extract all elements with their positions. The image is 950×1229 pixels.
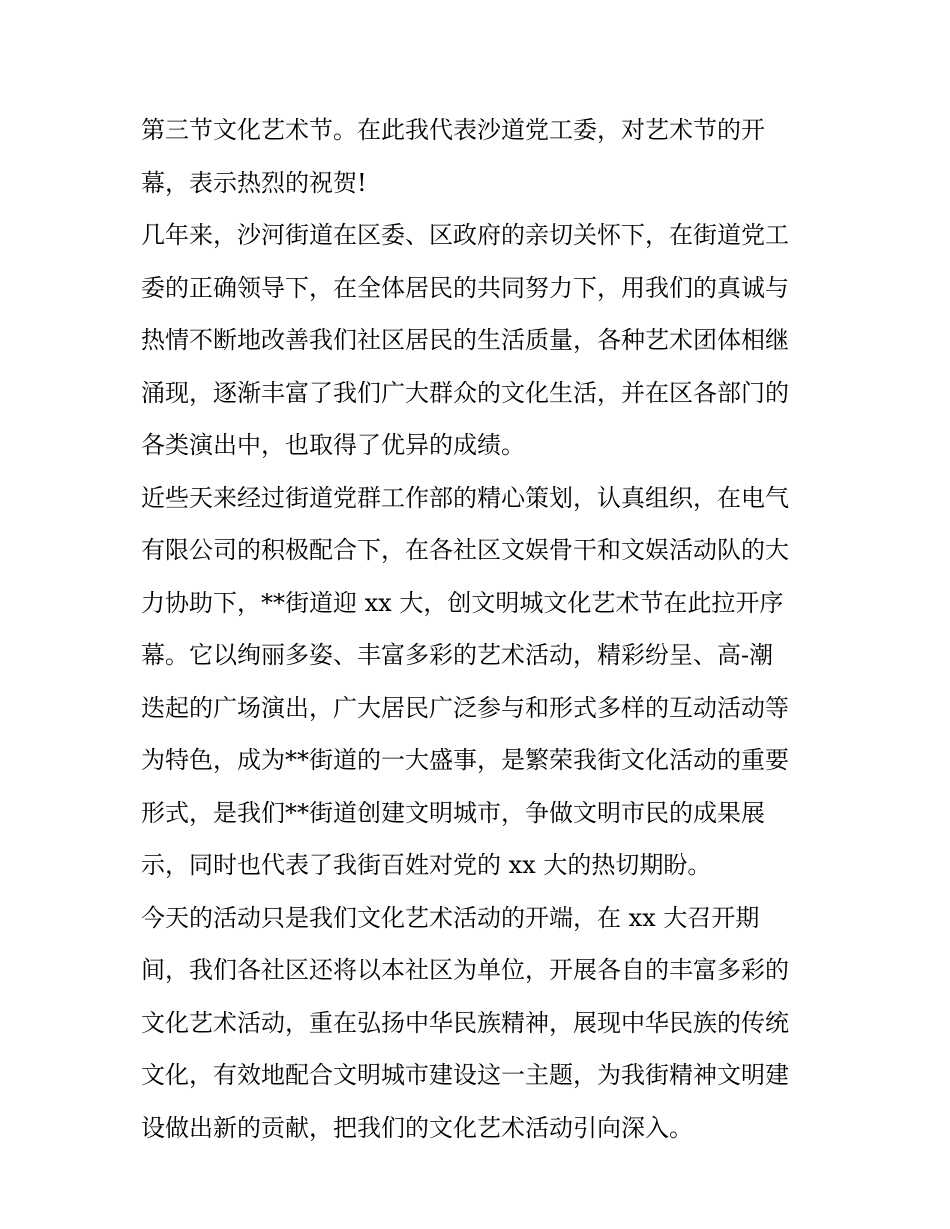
text-line: 几年来，沙河街道在区委、区政府的亲切关怀下，在街道党工 [141,221,789,249]
text-line: 第三节文化艺术节。在此我代表沙道党工委，对艺术节的开 [141,116,765,144]
text-line: 近些天来经过街道党群工作部的精心策划，认真组织，在电气 [141,483,789,512]
text-line: 有限公司的积极配合下，在各社区文娱骨干和文娱活动队的大 [141,536,789,564]
text-line: 迭起的广场演出，广大居民广泛参与和形式多样的互动活动等 [141,693,789,722]
text-line: 幕。它以绚丽多姿、丰富多彩的艺术活动，精彩纷呈、高-潮 [141,641,774,669]
text-line: 设做出新的贡献，把我们的文化艺术活动引向深入。 [141,1113,693,1142]
text-line: 文化，有效地配合文明城市建设这一主题，为我街精神文明建 [141,1061,789,1089]
text-line: 涌现，逐渐丰富了我们广大群众的文化生活，并在区各部门的 [141,378,789,407]
text-line: 间，我们各社区还将以本社区为单位，开展各自的丰富多彩的 [141,956,789,984]
text-line: 力协助下，**街道迎 xx 大，创文明城文化艺术节在此拉开序 [141,588,784,617]
document-body [141,104,831,1154]
text-line: 文化艺术活动，重在弘扬中华民族精神，展现中华民族的传统 [141,1008,789,1037]
text-line: 示，同时也代表了我街百姓对党的 xx 大的热切期盼。 [141,851,712,879]
text-line: 今天的活动只是我们文化艺术活动的开端，在 xx 大召开期 [141,903,760,932]
text-line: 为特色，成为**街道的一大盛事，是繁荣我街文化活动的重要 [141,746,789,774]
text-line: 幕，表示热烈的祝贺! [141,168,367,197]
text-line: 形式，是我们**街道创建文明城市，争做文明市民的成果展 [141,798,765,827]
text-line: 热情不断地改善我们社区居民的生活质量，各种艺术团体相继 [141,326,789,354]
text-line: 各类演出中，也取得了优异的成绩。 [141,431,525,459]
text-line: 委的正确领导下，在全体居民的共同努力下，用我们的真诚与 [141,273,789,302]
